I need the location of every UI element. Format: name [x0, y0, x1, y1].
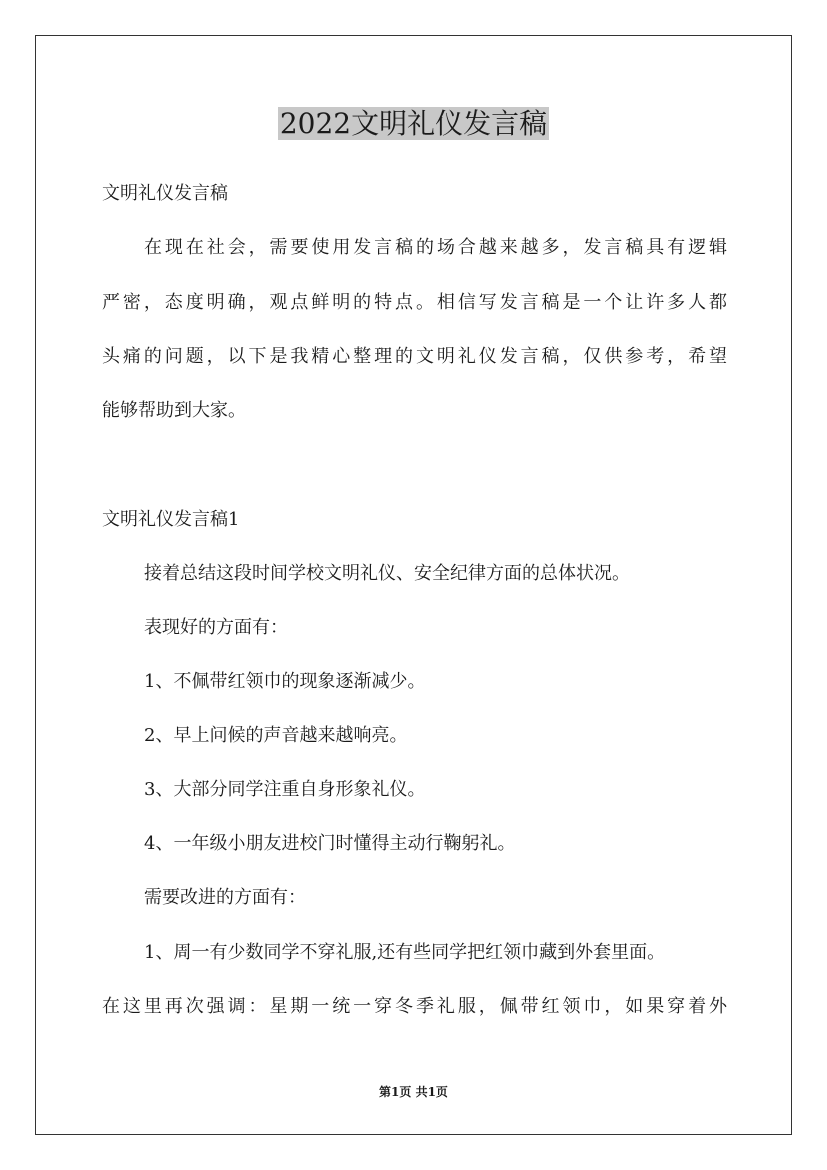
summary-paragraph: 接着总结这段时间学校文明礼仪、安全纪律方面的总体状况。: [144, 563, 630, 584]
intro-line-1: 在现在社会，需要使用发言稿的场合越来越多，发言稿具有逻辑: [144, 237, 727, 258]
good-item-1: 1、不佩带红领巾的现象逐渐减少。: [144, 671, 426, 692]
improve-line-1: 1、周一有少数同学不穿礼服,还有些同学把红领巾藏到外套里面。: [144, 942, 666, 963]
section-heading-intro: 文明礼仪发言稿: [102, 183, 228, 204]
improve-line-2: 在这里再次强调：星期一统一穿冬季礼服，佩带红领巾，如果穿着外: [102, 996, 727, 1017]
document-title-text: 2022文明礼仪发言稿: [279, 107, 548, 140]
good-item-4: 4、一年级小朋友进校门时懂得主动行鞠躬礼。: [144, 833, 516, 854]
good-item-3: 3、大部分同学注重自身形象礼仪。: [144, 779, 426, 800]
section-heading-speech-1: 文明礼仪发言稿1: [102, 509, 240, 530]
intro-line-4: 能够帮助到大家。: [102, 400, 246, 421]
intro-line-3: 头痛的问题，以下是我精心整理的文明礼仪发言稿，仅供参考，希望: [102, 346, 727, 367]
good-aspects-heading: 表现好的方面有：: [144, 617, 288, 638]
improve-aspects-heading: 需要改进的方面有：: [144, 887, 306, 908]
intro-line-2: 严密，态度明确，观点鲜明的特点。相信写发言稿是一个让许多人都: [102, 292, 727, 313]
good-item-2: 2、早上问候的声音越来越响亮。: [144, 725, 408, 746]
page-footer: 第1页 共1页: [379, 1085, 448, 1099]
document-title: [0, 104, 827, 144]
